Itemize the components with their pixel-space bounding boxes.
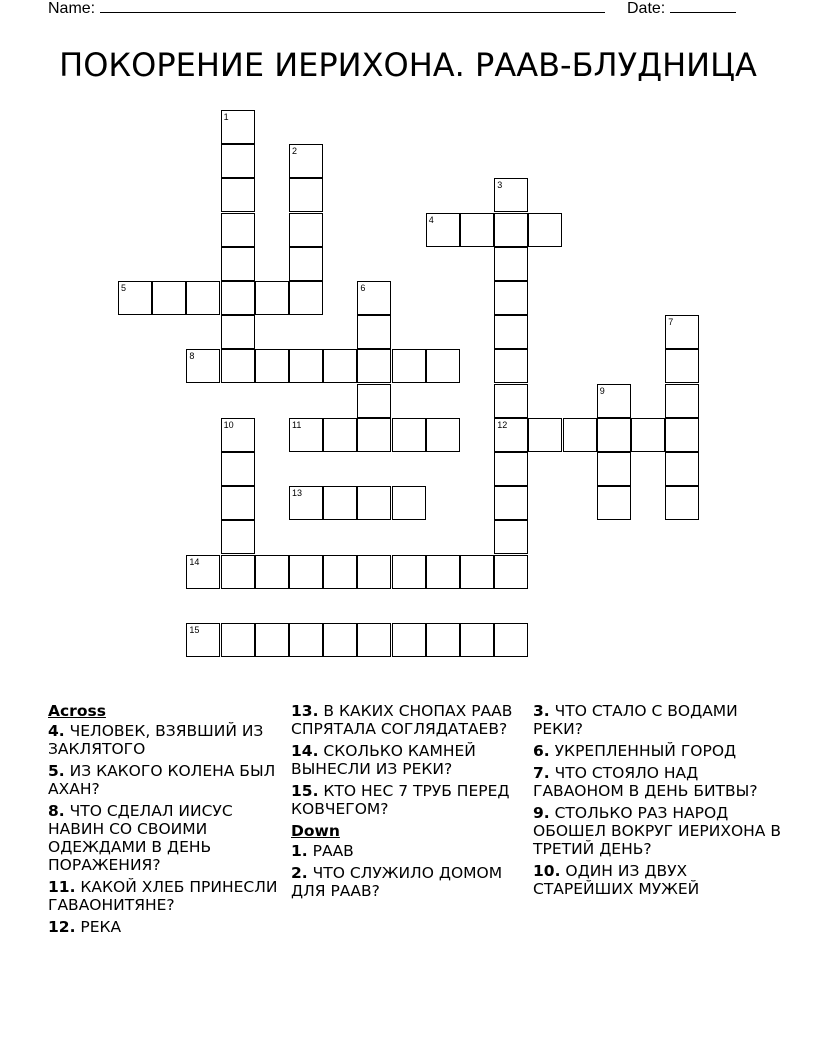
clue-item	[291, 842, 527, 860]
clue-item-number: 15.	[291, 782, 319, 800]
grid-cell[interactable]	[665, 315, 699, 349]
clue-item	[48, 878, 284, 914]
grid-cell[interactable]	[221, 349, 255, 383]
grid-cell[interactable]	[494, 418, 528, 452]
grid-cell[interactable]	[494, 281, 528, 315]
grid-cell[interactable]	[289, 418, 323, 452]
clue-number: 8	[189, 351, 195, 362]
clue-number: 15	[189, 625, 200, 635]
grid-cell[interactable]	[357, 555, 391, 589]
grid-cell[interactable]	[255, 623, 289, 657]
clue-item-text: ОДИН ИЗ ДВУХ СТАРЕЙШИХ МУЖЕЙ	[533, 862, 700, 898]
clue-item-text: РААВ	[307, 842, 354, 860]
grid-cell[interactable]	[494, 486, 528, 520]
clue-item-text: ИЗ КАКОГО КОЛЕНА БЫЛ АХАН?	[48, 762, 276, 798]
grid-cell[interactable]	[221, 213, 255, 247]
grid-cell[interactable]	[221, 247, 255, 281]
clue-item	[291, 702, 527, 738]
grid-cell[interactable]	[494, 349, 528, 383]
grid-cell[interactable]	[494, 213, 528, 247]
grid-cell[interactable]	[289, 555, 323, 589]
clue-item	[48, 762, 284, 798]
clue-item-text: В КАКИХ СНОПАХ РААВ СПРЯТАЛА СОГЛЯДАТАЕВ?	[291, 702, 513, 738]
clue-item-number: 7.	[533, 764, 550, 782]
grid-cell[interactable]	[597, 384, 631, 418]
grid-cell[interactable]	[289, 486, 323, 520]
clue-number: 9	[599, 385, 605, 396]
clues-column-2	[291, 702, 527, 904]
grid-cell[interactable]	[494, 452, 528, 486]
grid-cell[interactable]	[186, 555, 220, 589]
grid-cell[interactable]	[392, 418, 426, 452]
clue-number: 12	[497, 419, 508, 430]
clue-item-number: 4.	[48, 722, 65, 740]
grid-cell[interactable]	[665, 384, 699, 418]
grid-cell[interactable]	[323, 418, 357, 452]
clue-item-number: 12.	[48, 918, 76, 936]
clue-item-text: СТОЛЬКО РАЗ НАРОД ОБОШЕЛ ВОКРУГ ИЕРИХОНА В ТРЕТИЙ ДЕНЬ?	[533, 804, 781, 858]
clue-item-text: ЧТО СЛУЖИЛО ДОМОМ ДЛЯ РААВ?	[291, 864, 503, 900]
clue-item-number: 6.	[533, 742, 550, 760]
clue-number: 3	[497, 180, 503, 191]
clue-item	[291, 782, 527, 818]
grid-cell[interactable]	[357, 418, 391, 452]
page-title: ПОКОРЕНИЕ ИЕРИХОНА. РААВ-БЛУДНИЦА	[59, 46, 757, 84]
clue-item-text: ЧТО СДЕЛАЛ ИИСУС НАВИН СО СВОИМИ ОДЕЖДАМИ В ДЕНЬ ПОРАЖЕНИЯ?	[48, 802, 233, 874]
clue-item-text: РЕКА	[75, 918, 122, 936]
grid-cell[interactable]	[221, 315, 255, 349]
clue-item-text: УКРЕПЛЕННЫЙ ГОРОД	[549, 742, 737, 760]
grid-cell[interactable]	[289, 144, 323, 178]
clue-item-number: 5.	[48, 762, 65, 780]
clue-number: 5	[121, 283, 127, 293]
grid-cell[interactable]	[665, 452, 699, 486]
grid-cell[interactable]	[494, 384, 528, 418]
grid-cell[interactable]	[494, 555, 528, 589]
grid-cell[interactable]	[597, 486, 631, 520]
clue-item-number: 11.	[48, 878, 76, 896]
grid-cell[interactable]	[186, 623, 220, 657]
grid-cell[interactable]	[494, 178, 528, 212]
grid-cell[interactable]	[289, 623, 323, 657]
grid-cell[interactable]	[665, 486, 699, 520]
grid-cell[interactable]	[118, 281, 152, 315]
grid-cell[interactable]	[289, 349, 323, 383]
down-heading: Down	[291, 822, 340, 840]
clue-item-number: 2.	[291, 864, 308, 882]
grid-cell[interactable]	[563, 418, 597, 452]
grid-cell[interactable]	[426, 555, 460, 589]
clue-item-number: 10.	[533, 862, 561, 880]
grid-cell[interactable]	[289, 178, 323, 212]
grid-cell[interactable]	[597, 452, 631, 486]
grid-cell[interactable]	[357, 384, 391, 418]
name-label: Name:	[48, 0, 96, 17]
grid-cell[interactable]	[255, 349, 289, 383]
grid-cell[interactable]	[357, 281, 391, 315]
clue-number: 10	[223, 419, 234, 430]
clue-number: 7	[668, 317, 674, 328]
clue-item	[48, 802, 284, 874]
grid-cell[interactable]	[597, 418, 631, 452]
grid-cell[interactable]	[631, 418, 665, 452]
grid-cell[interactable]	[221, 520, 255, 554]
clue-number: 2	[292, 146, 298, 157]
grid-cell[interactable]	[186, 349, 220, 383]
clue-item	[291, 864, 527, 900]
clue-item-text: КТО НЕС 7 ТРУБ ПЕРЕД КОВЧЕГОМ?	[291, 782, 510, 818]
grid-cell[interactable]	[289, 247, 323, 281]
clue-number: 1	[223, 112, 229, 122]
clue-item	[48, 722, 284, 758]
grid-cell[interactable]	[426, 213, 460, 247]
clue-item-number: 8.	[48, 802, 65, 820]
grid-cell[interactable]	[426, 623, 460, 657]
clue-item	[533, 764, 783, 800]
clue-item	[533, 702, 783, 738]
across-heading: Across	[48, 702, 106, 720]
grid-cell[interactable]	[392, 555, 426, 589]
grid-cell[interactable]	[392, 623, 426, 657]
clue-item	[291, 742, 527, 778]
clue-item-number: 9.	[533, 804, 550, 822]
grid-cell[interactable]	[460, 623, 494, 657]
grid-cell[interactable]	[357, 315, 391, 349]
clue-item-text: ЧТО СТОЯЛО НАД ГАВАОНОМ В ДЕНЬ БИТВЫ?	[533, 764, 758, 800]
grid-cell[interactable]	[665, 418, 699, 452]
grid-cell[interactable]	[460, 213, 494, 247]
grid-cell[interactable]	[494, 520, 528, 554]
grid-cell[interactable]	[323, 555, 357, 589]
clues-column-1	[48, 702, 284, 940]
grid-cell[interactable]	[323, 486, 357, 520]
date-label: Date:	[627, 0, 666, 17]
clue-number: 4	[428, 214, 434, 225]
grid-cell[interactable]	[528, 418, 562, 452]
grid-cell[interactable]	[221, 144, 255, 178]
grid-cell[interactable]	[323, 623, 357, 657]
grid-cell[interactable]	[426, 349, 460, 383]
clue-item-number: 1.	[291, 842, 308, 860]
clue-number: 13	[292, 488, 303, 499]
grid-cell[interactable]	[460, 555, 494, 589]
grid-cell[interactable]	[426, 418, 460, 452]
clue-item	[533, 804, 783, 858]
grid-cell[interactable]	[221, 555, 255, 589]
clue-item-number: 13.	[291, 702, 319, 720]
grid-cell[interactable]	[494, 247, 528, 281]
clue-number: 14	[189, 556, 200, 567]
clue-item	[533, 742, 783, 760]
grid-cell[interactable]	[255, 555, 289, 589]
clue-item-number: 3.	[533, 702, 550, 720]
grid-cell[interactable]	[221, 110, 255, 144]
grid-cell[interactable]	[221, 418, 255, 452]
grid-cell[interactable]	[665, 349, 699, 383]
clue-item-text: СКОЛЬКО КАМНЕЙ ВЫНЕСЛИ ИЗ РЕКИ?	[291, 742, 476, 778]
grid-cell[interactable]	[494, 315, 528, 349]
grid-cell[interactable]	[289, 281, 323, 315]
grid-cell[interactable]	[289, 213, 323, 247]
grid-cell[interactable]	[528, 213, 562, 247]
grid-cell[interactable]	[221, 178, 255, 212]
grid-cell[interactable]	[186, 281, 220, 315]
grid-cell[interactable]	[221, 452, 255, 486]
grid-cell[interactable]	[221, 281, 255, 315]
grid-cell[interactable]	[494, 623, 528, 657]
grid-cell[interactable]	[255, 281, 289, 315]
clue-item-text: ЧЕЛОВЕК, ВЗЯВШИЙ ИЗ ЗАКЛЯТОГО	[48, 722, 264, 758]
grid-cell[interactable]	[357, 349, 391, 383]
clues-column-3	[533, 702, 783, 902]
clue-number: 6	[360, 283, 366, 293]
grid-cell[interactable]	[357, 623, 391, 657]
clue-item	[48, 918, 284, 936]
grid-cell[interactable]	[392, 349, 426, 383]
grid-cell[interactable]	[323, 349, 357, 383]
clue-item	[533, 862, 783, 898]
grid-cell[interactable]	[221, 486, 255, 520]
grid-cell[interactable]	[392, 486, 426, 520]
grid-cell[interactable]	[357, 486, 391, 520]
clue-number: 11	[292, 419, 302, 430]
grid-cell[interactable]	[152, 281, 186, 315]
clue-item-number: 14.	[291, 742, 319, 760]
grid-cell[interactable]	[221, 623, 255, 657]
clue-item-text: ЧТО СТАЛО С ВОДАМИ РЕКИ?	[533, 702, 738, 738]
clue-item-text: КАКОЙ ХЛЕБ ПРИНЕСЛИ ГАВАОНИТЯНЕ?	[48, 878, 278, 914]
